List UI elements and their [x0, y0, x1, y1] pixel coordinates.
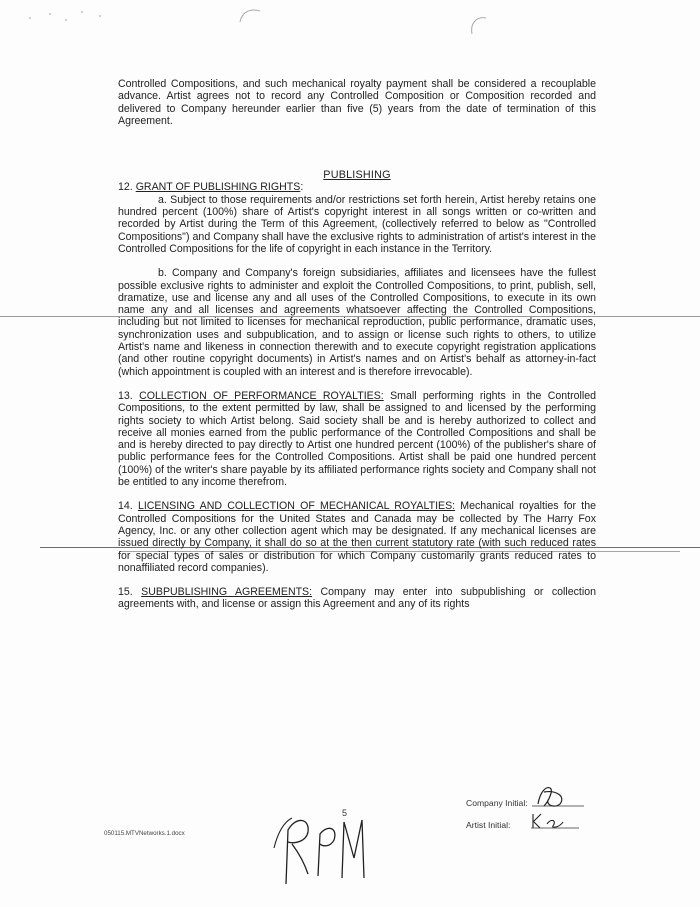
section-number: 12.	[118, 181, 133, 194]
intro-paragraph: Controlled Compositions, and such mechanical royalty payment shall be considered a recouplable advance. Artist agrees not to record any Controlled Composition or Composition recorded and delivered to Company hereunder earlier than five (5) years from the date of termination of this Agreement.	[118, 78, 596, 127]
section-13	[118, 390, 596, 488]
section-heading: PUBLISHING	[323, 169, 391, 182]
section-title: COLLECTION OF PERFORMANCE ROYALTIES:	[139, 389, 384, 402]
section-12-paragraph-a: a. Subject to those requirements and/or restrictions set forth herein, Artist hereby retains one hundred percent (100%) share of Artist's copyright interest in all songs written or co-written and recorded by Artist during the Term of this Agreement, (collectively referred to below as "Controlled Compositions") and Company shall have the exclusive rights to administration of artist's interest in the Controlled Compositions for the life of copyright in each instance in the Territory.	[118, 193, 596, 255]
section-12-paragraph-b: b. Company and Company's foreign subsidiaries, affiliates and licensees have the fullest possible exclusive rights to administer and exploit the Controlled Compositions, to print, publish, sell, dramatize, use and license any and all uses of the Controlled Compositions, to execute in its own name any and all licenses and agreements whatsoever affecting the Controlled Compositions, including but not limited to licenses for mechanical reproduction, public performance, dramatic uses, synchronization uses and subpublication, and to assign or license such rights to others, to utilize Artist's name and likeness in connection therewith and to execute copyright registration applications (and other routine copyright documents) in Artist's names and on Artist's behalf as attorney-in-fact (which appointment is coupled with an interest and is therefore irrevocable).	[118, 267, 596, 378]
footer-filename: 050115.MTVNetworks.1.docx	[104, 830, 185, 837]
section-title-suffix: :	[300, 181, 304, 194]
section-number: 15.	[118, 586, 133, 599]
scan-artifact-mark	[236, 6, 266, 24]
page-number: 5	[342, 808, 348, 818]
section-body: Mechanical royalties for the Controlled Compositions for the United States and Canada may be collected by The Harry Fox Agency, Inc. or any other collection agent which may be designated. If any mechanical licenses are issued directly by Company, it shall do so at the then current statutory rate (with such reduced rates for special types of sales or distribution for which Company customarily grants reduced rates to nonaffiliated record companies).	[118, 500, 596, 574]
section-15	[118, 586, 596, 611]
section-number: 13.	[118, 389, 133, 402]
section-title: GRANT OF PUBLISHING RIGHTS	[135, 181, 301, 194]
section-title: LICENSING AND COLLECTION OF MECHANICAL ROYALTIES:	[137, 500, 456, 513]
section-title: SUBPUBLISHING AGREEMENTS:	[141, 586, 313, 599]
document-body	[118, 78, 596, 611]
section-12-title	[118, 181, 596, 193]
scan-artifact-dots	[20, 4, 110, 24]
section-number: 14.	[118, 500, 133, 513]
company-initial-signature	[530, 782, 586, 812]
company-initial-label: Company Initial:	[466, 798, 528, 808]
handwritten-initials-signature	[266, 808, 376, 890]
artist-initial-label: Artist Initial:	[466, 820, 511, 830]
section-body: Small performing rights in the Controlled Compositions, to the extent permitted by law, shall be assigned to and licensed by the performing rights society to which Artist belong. Said society shall be and is hereby authorized to collect and receive all monies earned from the public performance of the Controlled Compositions and shall be and is hereby directed to pay directly to Artist one hundred percent (100%) of the publisher's share of public performance fees for the Controlled Compositions. Artist shall be paid one hundred percent (100%) of the writer's share payable by its affiliated performance rights society and Company shall not be entitled to any income therefrom.	[118, 389, 597, 489]
artist-initial-signature	[527, 810, 583, 832]
scan-artifact-mark	[466, 12, 496, 36]
section-body: Company may enter into subpublishing or collection agreements with, and license or assign this Agreement and any of its rights	[118, 586, 597, 611]
section-14	[118, 500, 596, 574]
